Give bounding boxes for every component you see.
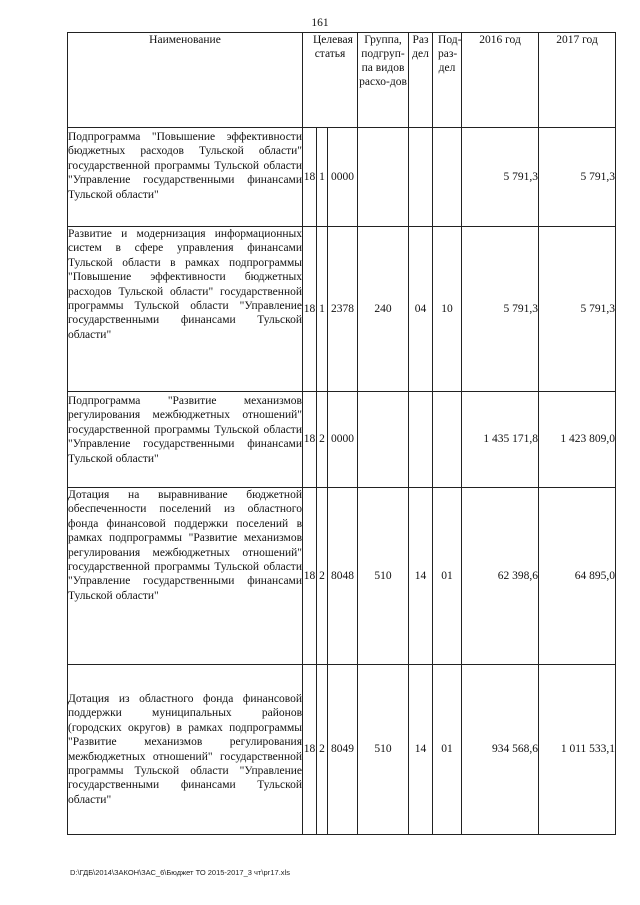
row-name: Дотация на выравнивание бюджетной обеспеченности поселений из областного фонда финансовой поддержки поселений в рамках подпрограммы "Развитие механизмов регулирования межбюджетных отношений" государственной программы Тульской области "Управление государственными финансами Тульской области" [68, 488, 303, 665]
row-code-program: 18 [303, 665, 317, 835]
row-code-program: 18 [303, 128, 317, 227]
row-value-2017: 1 423 809,0 [539, 392, 616, 488]
row-group [358, 128, 409, 227]
row-code-direction: 0000 [328, 392, 358, 488]
header-section: Раз дел [409, 33, 433, 128]
row-value-2016: 5 791,3 [462, 227, 539, 392]
header-year-2016: 2016 год [462, 33, 539, 128]
row-name: Развитие и модернизация информационных систем в сфере управления финансами Тульской области в рамках подпрограммы "Повышение эффективности бюджетных расходов Тульской области" государственной программы Тульской области "Управление государственными финансами Тульской области" [68, 227, 303, 392]
table-row [68, 665, 616, 835]
row-section: 14 [409, 665, 433, 835]
row-subsection: 01 [433, 488, 462, 665]
row-code-subprogram: 2 [317, 392, 328, 488]
row-code-direction: 8048 [328, 488, 358, 665]
budget-table [67, 32, 616, 835]
row-group: 510 [358, 488, 409, 665]
table-row [68, 392, 616, 488]
row-group [358, 392, 409, 488]
header-subsection: Под-раз-дел [433, 33, 462, 128]
row-value-2016: 5 791,3 [462, 128, 539, 227]
row-value-2017: 1 011 533,1 [539, 665, 616, 835]
row-value-2016: 62 398,6 [462, 488, 539, 665]
row-value-2017: 5 791,3 [539, 227, 616, 392]
row-code-subprogram: 1 [317, 128, 328, 227]
row-name: Подпрограмма "Повышение эффективности бюджетных расходов Тульской области" государственной программы Тульской области "Управление государственными финансами Тульской области" [68, 128, 303, 227]
row-subsection: 01 [433, 665, 462, 835]
header-target-article: Целевая статья [303, 33, 358, 128]
row-code-direction: 0000 [328, 128, 358, 227]
header-group: Группа, подгруп-па видов расхо-дов [358, 33, 409, 128]
page-number: 161 [311, 17, 329, 29]
header-year-2017: 2017 год [539, 33, 616, 128]
row-section: 04 [409, 227, 433, 392]
table-row [68, 488, 616, 665]
file-path-footer: D:\ГДБ\2014\ЗАКОН\ЗАС_6\Бюджет ТО 2015-2017_3 чт\рг17.xls [70, 868, 290, 877]
row-value-2017: 64 895,0 [539, 488, 616, 665]
row-name: Подпрограмма "Развитие механизмов регулирования межбюджетных отношений" государственной программы Тульской области "Управление государственными финансами Тульской области" [68, 392, 303, 488]
row-subsection [433, 128, 462, 227]
row-value-2016: 1 435 171,8 [462, 392, 539, 488]
row-subsection: 10 [433, 227, 462, 392]
row-code-program: 18 [303, 392, 317, 488]
row-code-subprogram: 1 [317, 227, 328, 392]
table-header-row [68, 33, 616, 128]
table-row [68, 128, 616, 227]
row-group: 240 [358, 227, 409, 392]
row-code-program: 18 [303, 488, 317, 665]
row-section [409, 392, 433, 488]
row-value-2017: 5 791,3 [539, 128, 616, 227]
row-name: Дотация из областного фонда финансовой поддержки муниципальных районов (городских округов) в рамках подпрограммы "Развитие механизмов регулирования межбюджетных отношений" государственной программы Тульской области "Управление государственными финансами Тульской области" [68, 665, 303, 835]
header-name: Наименование [68, 33, 303, 128]
row-code-subprogram: 2 [317, 665, 328, 835]
row-code-program: 18 [303, 227, 317, 392]
row-value-2016: 934 568,6 [462, 665, 539, 835]
row-section: 14 [409, 488, 433, 665]
row-subsection [433, 392, 462, 488]
row-code-direction: 2378 [328, 227, 358, 392]
row-code-subprogram: 2 [317, 488, 328, 665]
table-row [68, 227, 616, 392]
row-section [409, 128, 433, 227]
row-code-direction: 8049 [328, 665, 358, 835]
row-group: 510 [358, 665, 409, 835]
